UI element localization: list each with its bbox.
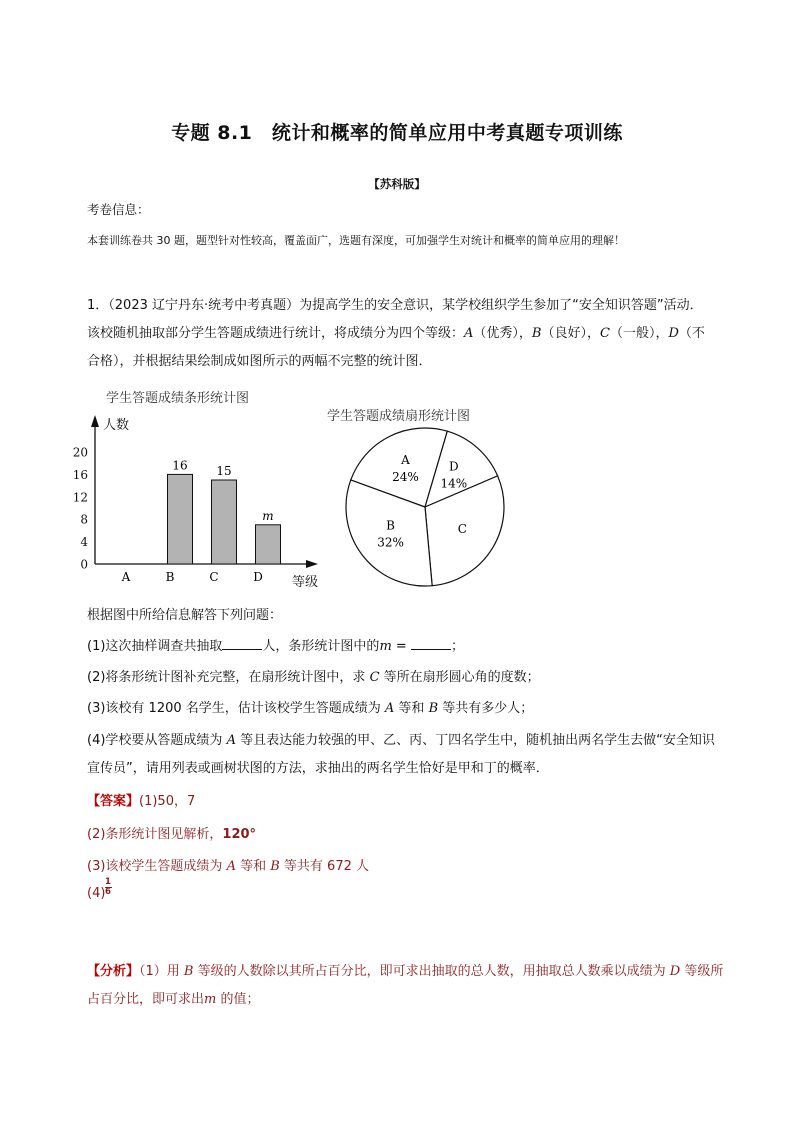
question-1-text xyxy=(87,292,712,376)
grade-b-ref: B xyxy=(428,701,439,716)
answer-2-value: 120° xyxy=(222,827,257,842)
part-4 xyxy=(87,727,727,783)
y-tick-label: 12 xyxy=(72,490,88,505)
question-source: （2023 辽宁丹东·统考中考真题） xyxy=(108,298,300,313)
analysis-text-1: （1）用 xyxy=(139,964,184,979)
answer-tag: 【答案】 xyxy=(87,794,140,809)
part-1-text-d: ； xyxy=(450,639,464,654)
y-tick-label: 20 xyxy=(72,445,88,460)
answer-line-2 xyxy=(87,821,727,849)
grade-d: D xyxy=(668,326,679,341)
y-tick-label: 16 xyxy=(72,467,88,482)
grade-b: B xyxy=(531,326,542,341)
analysis-text-3: 等级所占百分比，即可求出 xyxy=(87,964,724,1007)
analysis-text-4: 的值； xyxy=(216,992,260,1007)
pie-label-a: A xyxy=(401,453,410,468)
pie-label-d: D xyxy=(449,459,459,474)
grade-c: C xyxy=(600,326,610,341)
pie-chart xyxy=(320,398,520,588)
answer-1: (1)50，7 xyxy=(139,794,196,809)
page-title: 专题 8.1 统计和概率的简单应用中考真题专项训练 xyxy=(171,122,623,144)
grade-a-ref-2: A xyxy=(226,733,236,748)
fraction-denominator: 6 xyxy=(105,887,111,897)
part-2 xyxy=(87,664,727,692)
bar-label-c: 15 xyxy=(216,464,232,478)
bar-label-d: m xyxy=(262,508,274,523)
pie-label-c: C xyxy=(457,522,467,537)
analysis-grade-d: D xyxy=(669,964,681,979)
x-tick-label-c: C xyxy=(209,570,219,584)
exam-info-text: 本套训练卷共 30 题，题型针对性较高，覆盖面广，选题有深度，可加强学生对统计和概率的简单应用的理解！ xyxy=(87,234,625,247)
analysis-paragraph xyxy=(87,958,727,1014)
part-2-text-b: 等所在扇形圆心角的度数； xyxy=(379,670,540,685)
part-4-text-a: (4)学校要从答题成绩为 xyxy=(87,733,227,748)
x-tick-label-a: A xyxy=(121,570,131,584)
part-1-text-a: (1)这次抽样调查共抽取 xyxy=(87,639,223,654)
grade-a: A xyxy=(464,326,474,341)
variable-m: m xyxy=(379,639,392,654)
answer-3-text-a: (3)该校学生答题成绩为 xyxy=(87,859,227,874)
answer-line-1 xyxy=(87,788,727,816)
bar-label-b: 16 xyxy=(172,458,188,473)
pie-chart-title: 学生答题成绩扇形统计图 xyxy=(327,409,471,424)
part-3-text-b: 等和 xyxy=(394,701,429,716)
prompt-line: 根据图中所给信息解答下列问题： xyxy=(87,608,283,623)
y-tick-label: 8 xyxy=(80,512,88,527)
question-number: 1． xyxy=(87,298,109,313)
answer-blank-2[interactable] xyxy=(411,635,451,650)
part-4-text-b: 等且表达能力较强的甲、乙、丙、丁四名学生中，随机抽出两名学生去做“安全知识宣传员”，请用列表或画树状图的方法，求抽出的两名学生恰好是甲和丁的概率． xyxy=(87,733,715,776)
bar-chart-ylabel: 人数 xyxy=(103,418,130,433)
answer-4-prefix: (4) xyxy=(87,886,106,901)
part-2-text-a: (2)将条形统计图补充完整，在扇形统计图中，求 xyxy=(87,670,370,685)
part-3-text-c: 等共有多少人； xyxy=(438,701,534,716)
grade-a-desc: （优秀）， xyxy=(473,326,532,341)
y-axis-arrow xyxy=(91,415,99,427)
analysis-var-m: m xyxy=(204,992,217,1007)
part-3 xyxy=(87,695,727,723)
analysis-grade-b: B xyxy=(183,964,194,979)
exam-info-label: 考卷信息： xyxy=(87,202,150,217)
grade-c-ref: C xyxy=(369,670,380,685)
answer-line-4 xyxy=(87,877,111,901)
pie-label-b: B xyxy=(386,518,395,533)
question-stem: 为提高学生的安全意识，某学校组织学生参加了“安全知识答题”活动．该校随机抽取部分学生答题成绩进行统计，将成绩分为四个等级： xyxy=(87,298,703,341)
answer-3-grade-a: A xyxy=(226,859,236,874)
bar-c xyxy=(212,480,237,564)
part-1 xyxy=(87,633,727,661)
part-1-text-b: 人，条形统计图中的 xyxy=(262,639,380,654)
equals-sign: = xyxy=(391,639,411,654)
bar-chart-xlabel: 等级 xyxy=(292,575,319,590)
answer-3-text-b: 等和 xyxy=(235,859,271,874)
x-tick-label-b: B xyxy=(165,570,175,584)
answer-4-fraction xyxy=(104,878,112,897)
answer-3-grade-b: B xyxy=(270,859,280,874)
analysis-tag: 【分析】 xyxy=(87,964,140,979)
bar-b xyxy=(168,474,193,564)
analysis-text-2: 等级的人数除以其所占百分比，即可求出抽取的总人数，用抽取总人数乘以成绩为 xyxy=(193,964,670,979)
fraction-numerator: 1 xyxy=(105,877,111,887)
y-tick-label: 4 xyxy=(80,535,88,550)
answer-line-3 xyxy=(87,853,727,881)
pie-pct-b: 32% xyxy=(377,535,404,550)
bar-d xyxy=(256,525,281,564)
x-axis-arrow xyxy=(306,560,318,568)
x-tick-label-d: D xyxy=(253,570,263,584)
part-3-text-a: (3)该校有 1200 名学生，估计该校学生答题成绩为 xyxy=(87,701,385,716)
grade-d-desc: （不合格），并根据结果绘制成如图所示的两幅不完整的统计图． xyxy=(87,326,705,369)
bar-chart xyxy=(60,385,340,595)
answer-2-text: (2)条形统计图见解析， xyxy=(87,827,223,842)
edition-label: 【苏科版】 xyxy=(368,177,426,191)
grade-c-desc: （一般）， xyxy=(609,326,669,341)
answer-3-text-c: 等共有 672 人 xyxy=(279,859,369,874)
grade-b-desc: （良好）， xyxy=(541,326,600,341)
pie-pct-d: 14% xyxy=(440,476,468,491)
bar-chart-title: 学生答题成绩条形统计图 xyxy=(106,391,250,406)
y-tick-label: 0 xyxy=(80,557,88,572)
pie-pct-a: 24% xyxy=(392,470,419,485)
grade-a-ref: A xyxy=(384,701,395,716)
answer-blank-1[interactable] xyxy=(222,635,262,650)
